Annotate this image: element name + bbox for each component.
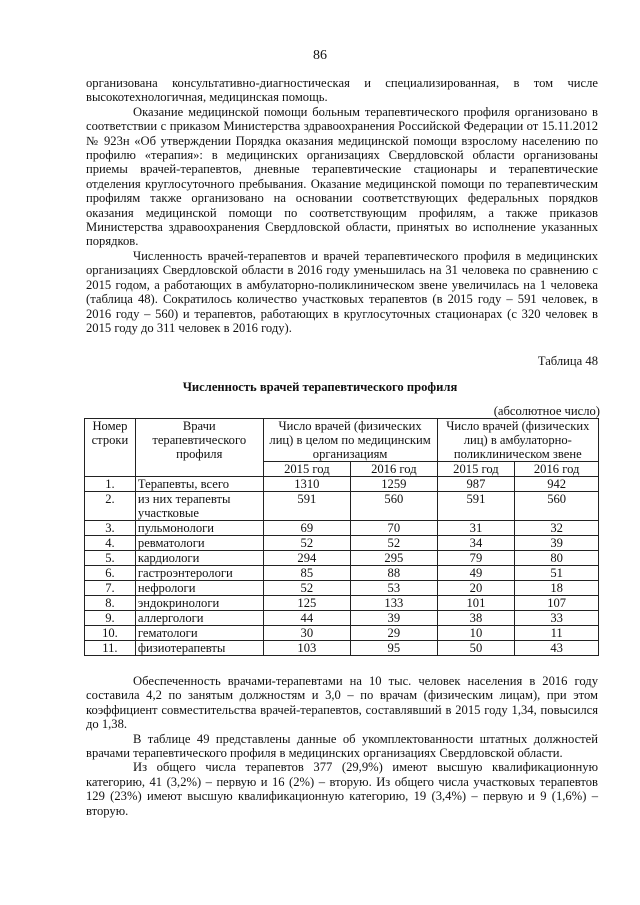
total-2015-cell: 52 xyxy=(263,536,351,551)
total-2016-cell: 560 xyxy=(351,492,438,521)
row-number-cell: 10. xyxy=(85,626,136,641)
total-2015-cell: 103 xyxy=(263,641,351,656)
total-2015-cell: 1310 xyxy=(263,477,351,492)
ambulatory-2016-cell: 11 xyxy=(515,626,599,641)
row-number-cell: 3. xyxy=(85,521,136,536)
ambulatory-2016-cell: 39 xyxy=(515,536,599,551)
doctor-type-cell: ревматологи xyxy=(135,536,263,551)
ambulatory-2016-cell: 32 xyxy=(515,521,599,536)
table-row xyxy=(85,492,599,521)
table-title: Численность врачей терапевтического профиля xyxy=(182,380,458,394)
header-doctors: Врачи терапевтического профиля xyxy=(135,419,263,477)
ambulatory-2015-cell: 79 xyxy=(437,551,515,566)
table-row xyxy=(85,477,599,492)
ambulatory-2016-cell: 80 xyxy=(515,551,599,566)
table-label: Таблица 48 xyxy=(537,354,598,368)
doctor-type-cell: пульмонологи xyxy=(135,521,263,536)
total-2015-cell: 125 xyxy=(263,596,351,611)
row-number-cell: 9. xyxy=(85,611,136,626)
table-row xyxy=(85,551,599,566)
total-2016-cell: 53 xyxy=(351,581,438,596)
row-number-cell: 1. xyxy=(85,477,136,492)
paragraph: Обеспеченность врачами-терапевтами на 10 тыс. человек населения в 2016 году составила 4,2 по занятым должностям и 3,0 – по врачам (физическим лицам), при этом коэффициент совместительства врачей-терапевтов, составлявший в 2015 году 1,34, повысился до 1,38. xyxy=(86,674,598,732)
row-number-cell: 6. xyxy=(85,566,136,581)
total-2016-cell: 295 xyxy=(351,551,438,566)
table-row xyxy=(85,536,599,551)
header-year-2016: 2016 год xyxy=(515,462,599,477)
doctor-type-cell: гастроэнтерологи xyxy=(135,566,263,581)
ambulatory-2016-cell: 560 xyxy=(515,492,599,521)
doctor-type-cell: кардиологи xyxy=(135,551,263,566)
header-year-2015: 2015 год xyxy=(263,462,351,477)
doctor-type-cell: Терапевты, всего xyxy=(135,477,263,492)
paragraph: организована консультативно-диагностическая и специализированная, в том числе высокотехнологичная, медицинская помощь. xyxy=(86,76,598,105)
ambulatory-2016-cell: 51 xyxy=(515,566,599,581)
table-row xyxy=(85,581,599,596)
paragraph: Из общего числа терапевтов 377 (29,9%) имеют высшую квалификационную категорию, 41 (3,2%) – первую и 16 (2%) – вторую. Из общего числа участковых терапевтов 129 (23%) имеют высшую квалификационную категорию, 19 (3,4%) – первую и 9 (1,6%) – вторую. xyxy=(86,760,598,818)
total-2015-cell: 69 xyxy=(263,521,351,536)
ambulatory-2015-cell: 34 xyxy=(437,536,515,551)
ambulatory-2016-cell: 33 xyxy=(515,611,599,626)
total-2015-cell: 44 xyxy=(263,611,351,626)
total-2016-cell: 29 xyxy=(351,626,438,641)
paragraph: Численность врачей-терапевтов и врачей терапевтического профиля в медицинских организациях Свердловской области в 2016 году уменьшилась на 31 человека по сравнению с 2015 годом, а работающих в амбулаторно-поликлиническом звене увеличилась на 1 человека (таблица 48). Сократилось количество участковых терапевтов (в 2015 году – 591 человек, в 2016 году – 560) и терапевтов, работающих в круглосуточных стационарах (с 320 человек в 2015 году до 311 человек в 2016 году). xyxy=(86,248,598,335)
paragraph: В таблице 49 представлены данные об укомплектованности штатных должностей врачами терапевтического профиля в медицинских организациях Свердловской области. xyxy=(86,731,598,761)
body-text-top xyxy=(86,76,598,335)
ambulatory-2015-cell: 10 xyxy=(437,626,515,641)
total-2016-cell: 70 xyxy=(351,521,438,536)
table-row xyxy=(85,641,599,656)
total-2016-cell: 52 xyxy=(351,536,438,551)
table-row xyxy=(85,521,599,536)
row-number-cell: 5. xyxy=(85,551,136,566)
ambulatory-2015-cell: 987 xyxy=(437,477,515,492)
ambulatory-2016-cell: 18 xyxy=(515,581,599,596)
doctor-type-cell: аллергологи xyxy=(135,611,263,626)
doctor-type-cell: эндокринологи xyxy=(135,596,263,611)
ambulatory-2016-cell: 942 xyxy=(515,477,599,492)
total-2015-cell: 30 xyxy=(263,626,351,641)
doctor-type-cell: физиотерапевты xyxy=(135,641,263,656)
ambulatory-2015-cell: 49 xyxy=(437,566,515,581)
ambulatory-2015-cell: 20 xyxy=(437,581,515,596)
row-number-cell: 11. xyxy=(85,641,136,656)
body-text-bottom xyxy=(86,674,598,818)
total-2016-cell: 39 xyxy=(351,611,438,626)
page-number: 86 xyxy=(313,48,327,63)
header-group-ambulatory: Число врачей (физических лиц) в амбулаторно-поликлиническом звене xyxy=(437,419,598,462)
row-number-cell: 4. xyxy=(85,536,136,551)
total-2015-cell: 85 xyxy=(263,566,351,581)
ambulatory-2016-cell: 43 xyxy=(515,641,599,656)
header-year-2015: 2015 год xyxy=(437,462,515,477)
ambulatory-2015-cell: 50 xyxy=(437,641,515,656)
total-2015-cell: 52 xyxy=(263,581,351,596)
total-2016-cell: 95 xyxy=(351,641,438,656)
table-row xyxy=(85,611,599,626)
doctor-type-cell: из них терапевты участковые xyxy=(135,492,263,521)
table-row xyxy=(85,566,599,581)
table-row xyxy=(85,626,599,641)
doctor-type-cell: нефрологи xyxy=(135,581,263,596)
ambulatory-2016-cell: 107 xyxy=(515,596,599,611)
row-number-cell: 8. xyxy=(85,596,136,611)
header-group-total: Число врачей (физических лиц) в целом по медицинским организациям xyxy=(263,419,437,462)
total-2016-cell: 88 xyxy=(351,566,438,581)
row-number-cell: 2. xyxy=(85,492,136,521)
total-2016-cell: 1259 xyxy=(351,477,438,492)
total-2015-cell: 591 xyxy=(263,492,351,521)
total-2016-cell: 133 xyxy=(351,596,438,611)
row-number-cell: 7. xyxy=(85,581,136,596)
total-2015-cell: 294 xyxy=(263,551,351,566)
doctors-table xyxy=(84,418,599,656)
ambulatory-2015-cell: 31 xyxy=(437,521,515,536)
table-row xyxy=(85,596,599,611)
ambulatory-2015-cell: 101 xyxy=(437,596,515,611)
header-row-number: Номер строки xyxy=(85,419,136,477)
header-year-2016: 2016 год xyxy=(351,462,438,477)
doctor-type-cell: гематологи xyxy=(135,626,263,641)
ambulatory-2015-cell: 38 xyxy=(437,611,515,626)
paragraph: Оказание медицинской помощи больным терапевтического профиля организовано в соответствии с приказом Министерства здравоохранения Российской Федерации от 15.11.2012 № 923н «Об утверждении Порядка оказания медицинской помощи взрослому населению по профилю «терапия»: в медицинских организациях Свердловской области организованы приемы врачей-терапевтов, дневные терапевтические стационары и терапевтические отделения круглосуточного пребывания. Оказание медицинской помощи по терапевтическим профилям также организовано на основании соответствующих федеральных порядков оказания медицинской помощи по соответствующим профилям, а также приказов Министерства здравоохранения Свердловской области, принятых во исполнение указанных порядков. xyxy=(86,104,598,249)
table-unit: (абсолютное число) xyxy=(493,404,600,418)
ambulatory-2015-cell: 591 xyxy=(437,492,515,521)
